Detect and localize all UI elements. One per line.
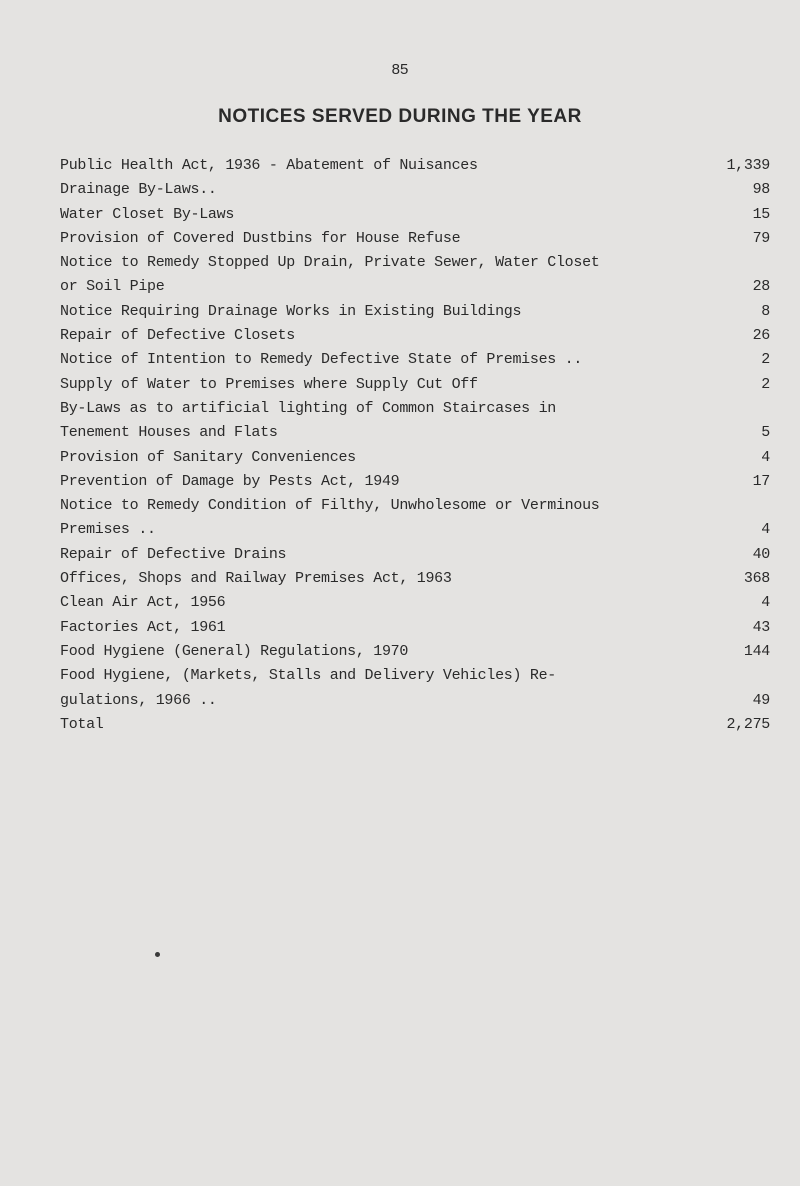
notice-count: 79	[752, 229, 770, 247]
notice-label: Public Health Act, 1936 - Abatement of Nuisances	[60, 157, 478, 174]
notice-label: Provision of Covered Dustbins for House Refuse	[60, 229, 461, 247]
notice-label: Prevention of Damage by Pests Act, 1949	[60, 472, 400, 490]
notice-count: 40	[752, 545, 770, 563]
notice-count: 43	[752, 618, 770, 636]
notice-row	[60, 373, 770, 397]
notice-label: Supply of Water to Premises where Supply Cut Off	[60, 375, 478, 393]
notice-label: Offices, Shops and Railway Premises Act, 1963	[60, 570, 452, 588]
notice-count: 1,339	[726, 157, 770, 174]
notice-row	[60, 251, 770, 300]
notice-label: Repair of Defective Drains	[60, 545, 287, 563]
notice-row	[60, 494, 770, 543]
notice-label: Notice Requiring Drainage Works in Existing Buildings	[60, 302, 522, 320]
notice-row	[60, 154, 770, 178]
notice-label: Total	[60, 715, 104, 733]
notice-row	[60, 664, 770, 713]
page-number: 85	[391, 61, 409, 78]
notice-count: 17	[752, 472, 770, 490]
notice-count: 8	[761, 302, 770, 320]
notice-row	[60, 616, 770, 640]
notices-table	[60, 154, 770, 737]
notice-row	[60, 470, 770, 494]
notice-label: Clean Air Act, 1956	[60, 594, 226, 612]
notice-row	[60, 348, 770, 372]
notice-count: 49	[752, 691, 770, 709]
notice-row	[60, 543, 770, 567]
notice-count: 26	[752, 327, 770, 345]
notice-count: 368	[743, 570, 770, 588]
stray-mark	[155, 952, 160, 957]
notice-label: Factories Act, 1961	[60, 618, 226, 636]
notice-label: Drainage By-Laws..	[60, 181, 217, 199]
notice-count: 5	[761, 424, 770, 442]
notice-row	[60, 227, 770, 251]
notice-row	[60, 640, 770, 664]
page-title: NOTICES SERVED DURING THE YEAR	[218, 106, 582, 127]
notice-label: Notice of Intention to Remedy Defective State of Premises ..	[60, 351, 583, 369]
notice-row	[60, 591, 770, 615]
notice-count: 98	[752, 181, 770, 199]
notice-label: Food Hygiene, (Markets, Stalls and Delivery Vehicles) Re- gulations, 1966 ..	[60, 667, 556, 709]
notice-row	[60, 397, 770, 446]
notice-row	[60, 567, 770, 591]
notice-label: Notice to Remedy Condition of Filthy, Unwholesome or Verminous Premises ..	[60, 497, 600, 539]
notice-count: 28	[752, 278, 770, 296]
notice-label: Provision of Sanitary Conveniences	[60, 448, 356, 466]
notice-count: 15	[752, 205, 770, 223]
notice-row	[60, 713, 770, 737]
notice-count: 4	[761, 448, 770, 466]
notice-count: 2	[761, 351, 770, 369]
notice-row	[60, 300, 770, 324]
notice-row	[60, 446, 770, 470]
notice-count: 4	[761, 521, 770, 539]
notice-count: 2	[761, 375, 770, 393]
notice-count: 2,275	[726, 715, 770, 733]
notice-count: 4	[761, 594, 770, 612]
notice-row	[60, 203, 770, 227]
notice-label: Water Closet By-Laws	[60, 205, 235, 223]
notice-label: Food Hygiene (General) Regulations, 1970	[60, 642, 409, 660]
notice-count: 144	[743, 642, 770, 660]
notice-label: By-Laws as to artificial lighting of Common Staircases in Tenement Houses and Flats	[60, 399, 556, 442]
notice-label: Repair of Defective Closets	[60, 327, 295, 345]
notice-row	[60, 178, 770, 202]
notice-row	[60, 324, 770, 348]
notice-label: Notice to Remedy Stopped Up Drain, Private Sewer, Water Closet or Soil Pipe	[60, 254, 600, 296]
